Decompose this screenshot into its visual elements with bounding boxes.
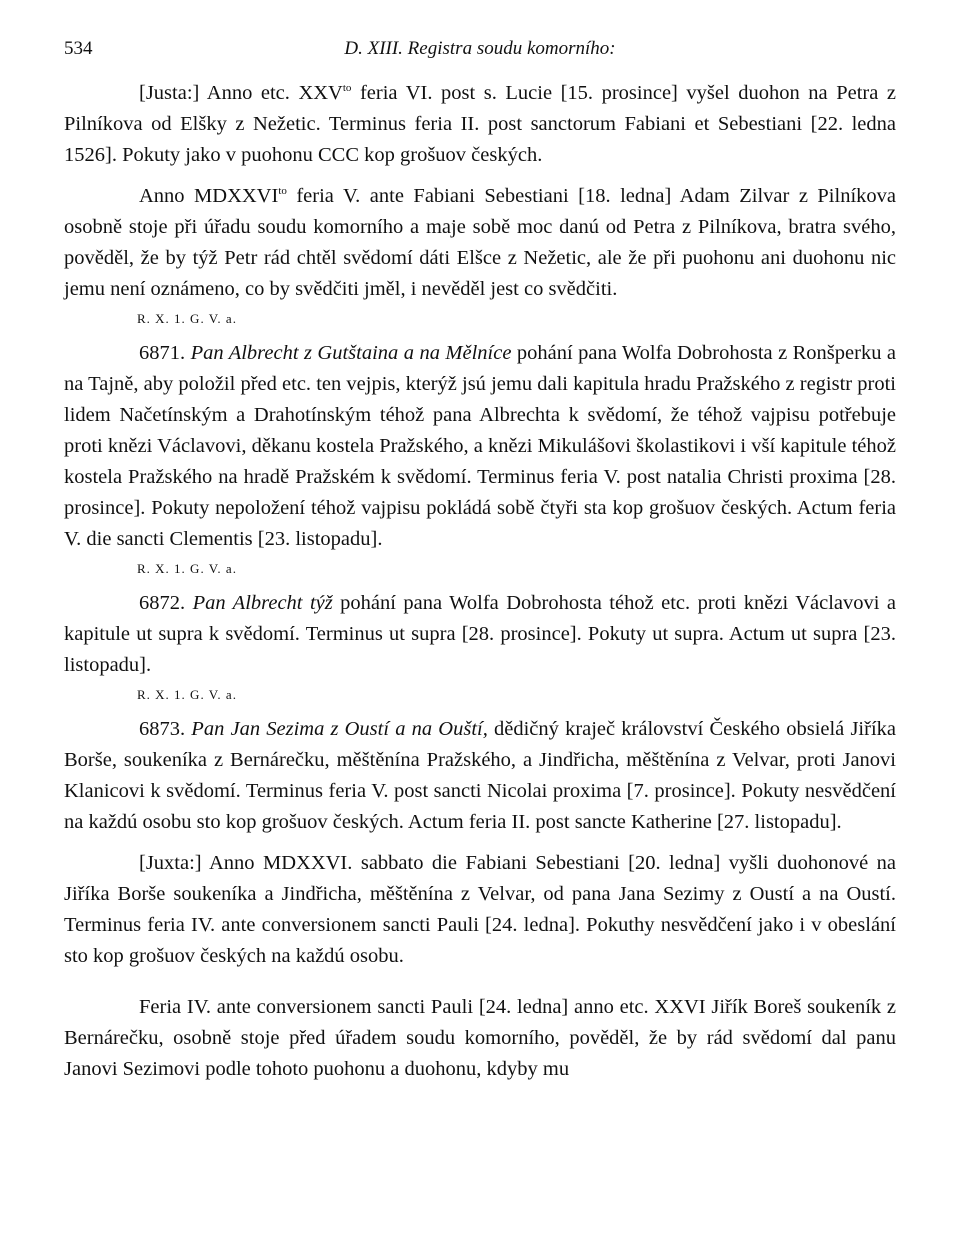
entry-anno-paragraph: Anno $MDXXVI^{to}$ feria V. ante Fabiani Sebestiani [18. ledna] Adam Zilvar z Pilníkova osobně stoje při úřadu soudu komorního a maje sobě moc danú od Petra z Pilníkova, bratra svého, pověděl, že by týž Petr rád chtěl svědomí dáti Elšce z Nežetic, ale že při puohonu ani duohonu nic jemu není oznámeno, co by svědčiti jměl, i nevěděl jest co svědčiti. (64, 185, 896, 300)
entry-party-name: Pan Albrecht týž (192, 592, 333, 614)
page-header (64, 38, 896, 78)
entry-number: 6873. (139, 718, 186, 740)
entry-6871: 6871. Pan Albrecht z Gutštaina a na Mělníce pohání pana Wolfa Dobrohosta z Ronšperku a na Tajně, aby položil před etc. ten vejpis, kterýž jsú jemu dali kapitula hradu Pražského z registr proti lidem Načetínským a Drahotínským téhož pana Albrechta k svědomí, že téhož vajpisu potřebuje proti knězi Václavovi, děkanu kostela Pražského, a knězi Mikulášovi školastikovi i vší kapitule téhož kostela Pražského na hradě Pražském k svědomí. Terminus feria V. post natalia Christi proxima [28. prosince]. Pokuty nepoložení téhož vajpisu pokládá sobě čtyři sta kop grošuov českých. Actum feria V. die sancti Clementis [23. listopadu]. (64, 342, 897, 550)
entry-justa-paragraph: [Justa:] Anno etc. $XXV^{to}$ feria VI. post s. Lucie [15. prosince] vyšel duohon na Petra z Pilníkova od Elšky z Nežetic. Terminus feria II. post sanctorum Fabiani et Sebestiani [22. ledna 1526]. Pokuty jako v puohonu CCC kop grošuov českých. (64, 82, 896, 166)
page-number: 534 (64, 38, 93, 59)
entry-party-name: Pan Albrecht z Gutštaina a na Mělníce (190, 342, 512, 364)
entry-feria-paragraph: Feria IV. ante conversionem sancti Pauli [24. ledna] anno etc. XXVI Jiřík Boreš soukeník z Bernárečku, osobně stoje před úřadem soudu komorního, pověděl, že by rád svědomí dal panu Janovi Sezimovi podle tohoto puohonu a duohonu, kdyby mu (64, 996, 896, 1080)
running-title: D. XIII. Registra soudu komorního: (344, 38, 616, 59)
archive-signature: R. X. 1. G. V. a. (137, 561, 237, 576)
archive-signature: R. X. 1. G. V. a. (137, 311, 237, 326)
entry-6872: 6872. Pan Albrecht týž pohání pana Wolfa Dobrohosta téhož etc. proti knězi Václavovi a kapitule ut supra k svědomí. Terminus ut supra [28. prosince]. Pokuty ut supra. Actum ut supra [23. listopadu]. (64, 592, 896, 676)
entry-number: 6871. (139, 342, 186, 364)
document-page (64, 38, 896, 1085)
entry-party-name: Pan Jan Sezima z Oustí a na Ouští, (191, 718, 488, 740)
archive-signature: R. X. 1. G. V. a. (137, 687, 237, 702)
entry-number: 6872. (139, 592, 186, 614)
entry-juxta-paragraph: [Juxta:] Anno MDXXVI. sabbato die Fabiani Sebestiani [20. ledna] vyšli duohonové na Jiříka Borše soukeníka a Jindřicha, měštěnína z Velvar, od pana Jana Sezimy z Oustí a na Oustí. Terminus feria IV. ante conversionem sancti Pauli [24. ledna]. Pokuthy nesvědčení jako i v obeslání sto kop grošuov českých na každú osobu. (64, 852, 896, 967)
entry-6873: 6873. Pan Jan Sezima z Oustí a na Ouští, dědičný kraječ království Českého obsielá Jiříka Borše, soukeníka z Bernárečku, měštěnína Pražského, a Jindřicha, měštěnína z Velvar, proti Janovi Klanicovi k svědomí. Terminus feria V. post sancti Nicolai proxima [7. prosince]. Pokuty nesvědčení na každú osobu sto kop grošuov českých. Actum feria II. post sancte Katherine [27. listopadu]. (64, 718, 896, 833)
